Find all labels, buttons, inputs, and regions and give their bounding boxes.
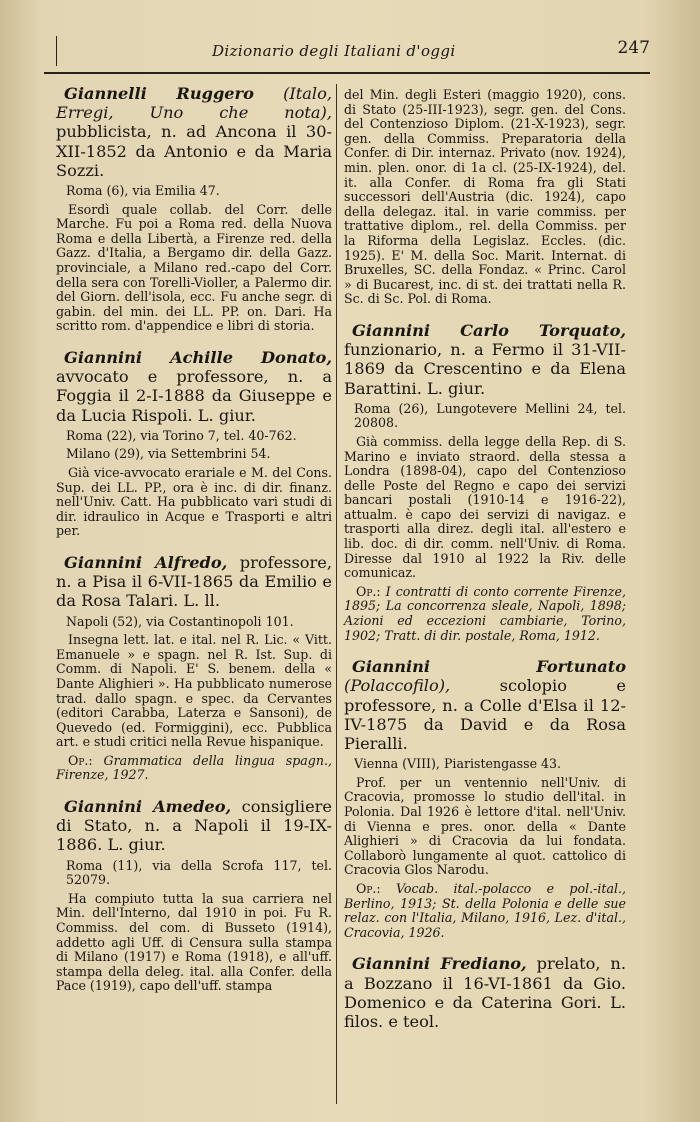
entry-giannini-amedeo-continued: [344, 88, 626, 307]
entry-giannini-frediano: [344, 954, 626, 1031]
entry-intro: pubblicista, n. ad Ancona il 30-XII-1852 da Antonio e da Maria Sozzi.: [56, 122, 332, 180]
entry-name: Giannini Amedeo,: [64, 797, 232, 817]
entry-biography: Prof. per un ventennio nell'Univ. di Cracovia, promosse lo studio dell'ital. in Polonia. Dal 1926 è lettore d'ital. nell'Univ. di Vienna e pres. onor. della « Dante Alighieri » di Cracovia da lui fondata. Collaborò lungamente al quot. cattolico di Cracovia Glos Narodu.: [344, 774, 626, 878]
entry-intro: consigliere di Stato, n. a Napoli il 19-IX-1886. L. giur.: [56, 797, 332, 855]
works-list: I contratti di conto corrente Firenze, 1895; La concorrenza sleale, Napoli, 1898; Azioni ed eccezioni cambiarie, Torino, 1902; Tratt. di dir. postale, Roma, 1912.: [344, 583, 626, 643]
entry-address: Vienna (VIII), Piaristengasse 43.: [354, 756, 562, 772]
entry-address: Roma (6), via Emilia 47.: [66, 183, 220, 199]
running-header: [44, 36, 650, 74]
entry-address: Roma (22), via Torino 7, tel. 40-762.: [66, 427, 297, 443]
entry-heading: [56, 348, 332, 425]
entry-works: [344, 585, 626, 643]
entry-giannini-alfredo: [56, 553, 332, 783]
entry-giannini-amedeo: [56, 797, 332, 994]
works-list: Grammatica della lingua spagn., Firenze, 1927.: [56, 752, 332, 783]
works-label: Op.:: [68, 752, 93, 768]
entry-heading: [56, 797, 332, 855]
entry-address: Roma (11), via della Scrofa 117, tel. 52079.: [66, 857, 332, 888]
entry-biography: del Min. degli Esteri (maggio 1920), cons. di Stato (25-III-1923), segr. gen. del Cons. del Contenzioso Diplom. (21-X-1923), segr. gen. della Commiss. Preparatoria della Confer. di Dir. internaz. Privato (nov. 1924), min. plen. onor. di 1a cl. (25-IX-1924), del. it. alla Confer. di Roma fra gli Stati successori dell'Austria (dic. 1924), capo della delegaz. ital. in varie commiss. per trattative diplom., rel. della Commiss. per la Riforma della Legislaz. Eccles. (dic. 1925). E' M. della Soc. Marit. Internat. di Bruxelles, SC. della Fondaz. « Princ. Carol » di Bucarest, inc. di st. dei trattati nella R. Sc. di Sc. Pol. di Roma.: [344, 87, 626, 307]
works-label: Op.:: [356, 583, 381, 599]
entry-pseudonym: (Polaccofilo),: [344, 676, 451, 696]
entry-name: Giannini Carlo Torquato,: [352, 320, 626, 340]
entry-biography: Già commiss. della legge della Rep. di S. Marino e inviato straord. della stessa a Londra (1898-04), capo del Contenzioso delle Poste del Regno e capo dei servizi bancari postali (1910-14 e 1916-22), attualm. è capo dei servizi di navigaz. e trasporti alla direz. degli ital. all'estero e lib. doc. di dir. comm. nell'Univ. di Roma. Diresse dal 1910 al 1922 la Riv. delle comunicaz.: [344, 433, 626, 581]
entry-address: Roma (26), Lungotevere Mellini 24, tel. 20808.: [354, 400, 626, 431]
entry-giannini-achille-donato: [56, 348, 332, 539]
header-title: Dizionario degli Italiani d'oggi: [212, 42, 456, 60]
entry-name: Giannini Frediano,: [352, 954, 527, 974]
page-number: 247: [617, 38, 650, 58]
entry-heading: [56, 84, 332, 180]
entry-biography: Ha compiuto tutta la sua carriera nel Min. dell'Interno, dal 1910 in poi. Fu R. Commiss. del com. di Busseto (1914), addetto agli Uff. di Censura sulla stampa di Milano (1917) e Roma (1918), e all'uff. stampa della deleg. ital. alla Confer. della Pace (1919), capo dell'uff. stampa: [56, 890, 332, 994]
entry-heading: [56, 553, 332, 611]
entry-address: Milano (29), via Settembrini 54.: [66, 446, 271, 462]
works-list: Vocab. ital.-polacco e pol.-ital., Berlino, 1913; St. della Polonia e delle sue relaz. con l'Italia, Milano, 1916, Lez. d'ital., Cracovia, 1926.: [344, 880, 626, 940]
column-divider: [336, 84, 337, 1104]
header-rule-mark: [56, 36, 57, 66]
entry-name: Giannini Achille Donato,: [64, 347, 332, 367]
entry-biography: Insegna lett. lat. e ital. nel R. Lic. « Vitt. Emanuele » e spagn. nel R. Ist. Sup. di Comm. di Napoli. E' S. benem. della « Dante Alighieri ». Ha pubblicato numerose trad. dallo spagn. e spec. da Cervantes (editori Carabba, Laterza e Sansoni), de Quevedo (ed. Formiggini), ecc. Pubblica art. e studi critici nella Revue hispanique.: [56, 632, 332, 750]
entry-intro: prelato, n. a Bozzano il 16-VI-1861 da Gio. Domenico e da Caterina Gori. L. filos. e teol.: [344, 954, 626, 1031]
entry-heading: [344, 321, 626, 398]
entry-biography: Esordì quale collab. del Corr. delle Marche. Fu poi a Roma red. della Nuova Roma e della Libertà, a Firenze red. della Gazz. d'Italia, a Bergamo dir. della Gazz. provinciale, a Milano red.-capo del Corr. della sera con Torelli-Violler, a Palermo dir. del Giorn. dell'isola, ecc. Fu anche segr. di gabin. del min. dei LL. PP. on. Dari. Ha scritto rom. d'appendice e libri di storia.: [56, 201, 332, 334]
entry-works: [344, 882, 626, 940]
works-label: Op.:: [356, 880, 381, 896]
left-column: [56, 84, 332, 1008]
right-column: [344, 84, 626, 1045]
entry-giannini-fortunato: [344, 657, 626, 940]
entry-giannelli-ruggero: [56, 84, 332, 334]
entry-address: Napoli (52), via Costantinopoli 101.: [66, 613, 294, 629]
entry-pseudonym: (Italo, Erregi, Uno che nota),: [56, 84, 332, 123]
entry-intro: funzionario, n. a Fermo il 31-VII-1869 da Crescentino e da Elena Barattini. L. giur.: [344, 340, 626, 398]
entry-heading: [344, 954, 626, 1031]
entry-intro: scolopio e professore, n. a Colle d'Elsa il 12-IV-1875 da David e da Rosa Pieralli.: [344, 676, 626, 754]
entry-heading: [344, 657, 626, 753]
entry-name: Giannini Fortunato: [352, 657, 626, 677]
entry-name: Giannelli Ruggero: [64, 84, 254, 103]
entry-name: Giannini Alfredo,: [64, 552, 228, 572]
entry-intro: avvocato e professore, n. a Foggia il 2-I-1888 da Giuseppe e da Lucia Rispoli. L. giur.: [56, 367, 332, 425]
entry-works: [56, 754, 332, 783]
entry-intro: professore, n. a Pisa il 6-VII-1865 da Emilio e da Rosa Talari. L. ll.: [56, 552, 332, 611]
entry-biography: Già vice-avvocato erariale e M. del Cons. Sup. dei LL. PP., ora è inc. di dir. finanz. nell'Univ. Catt. Ha pubblicato vari studi di dir. idraulico in Acque e Trasporti e altri per.: [56, 464, 332, 539]
entry-giannini-carlo-torquato: [344, 321, 626, 643]
